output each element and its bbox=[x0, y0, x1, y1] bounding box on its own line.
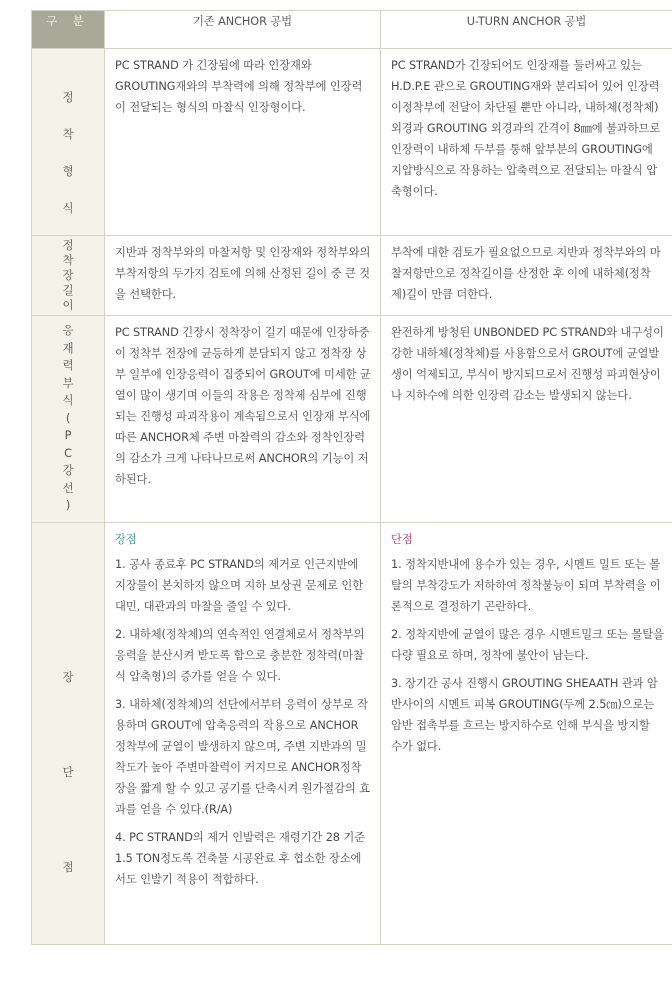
list-item: 2. 정착지반에 균열이 많은 경우 시멘트밀크 또는 몰탈을 다량 필요로 하며, 정착에 불안이 남는다. bbox=[391, 628, 664, 662]
label-char: 장 bbox=[62, 671, 74, 684]
row-label-anchorage-type bbox=[32, 49, 105, 236]
row-label-stress-corrosion bbox=[32, 316, 105, 523]
label-char: 이 bbox=[62, 299, 74, 312]
label-char: 력 bbox=[62, 359, 74, 372]
list-item: 2. 내하체(정착체)의 연속적인 연결체로서 정착부의 응력을 분산시켜 받도록 함으로 충분한 정착력(마찰식 압축형)의 증가를 얻을 수 있다. bbox=[115, 628, 365, 683]
row-label-pros-cons bbox=[32, 523, 105, 945]
cell-existing: 지반과 정착부와의 마찰저항 및 인장재와 정착부와의 부착저항의 두가지 검토에 의해 산정된 길이 중 큰 것을 선택한다. bbox=[105, 236, 381, 316]
label-char: C bbox=[64, 446, 72, 460]
label-char: 부 bbox=[62, 376, 74, 390]
header-row bbox=[32, 11, 672, 49]
cell-uturn: PC STRAND가 긴장되어도 인장재를 둘러싸고 있는 H.D.P.E 관으로 GROUTING재와 분리되어 있어 인장력이정착부에 전달이 차단될 뿐만 아니라, 내하체(정착체)외경과 GROUTING 외경과의 간격이 8㎜에 불과하므로 인장력이 내하체 두부를 통해 앞부분의 GROUTING에 지압방식으로 작용하는 압축력으로 전달되는 마찰식 압축형이다. bbox=[381, 49, 672, 236]
cell-uturn-disadvantages bbox=[381, 523, 672, 945]
label-char: 단 bbox=[62, 766, 74, 779]
table-row bbox=[32, 523, 672, 945]
advantages-heading: 장점 bbox=[115, 533, 137, 546]
label-char: 점 bbox=[62, 861, 74, 874]
list-item: 1. 정착지반내에 용수가 있는 경우, 시멘트 밀트 또는 몰탈의 부착강도가 저하하여 정착불능이 되며 부착력을 이론적으로 결정하기 곤란하다. bbox=[391, 558, 661, 613]
label-char: 착 bbox=[62, 128, 74, 141]
label-char: 식 bbox=[62, 202, 74, 215]
header-uturn-method: U-TURN ANCHOR 공법 bbox=[381, 11, 672, 49]
label-char: 선 bbox=[62, 481, 74, 495]
label-char: 정 bbox=[62, 91, 74, 104]
cell-existing: PC STRAND 가 긴장됨에 따라 인장재와 GROUTING재와의 부착력에 의해 정착부에 인장력이 전달되는 형식의 마찰식 인장형이다. bbox=[105, 49, 381, 236]
comparison-table bbox=[31, 10, 672, 945]
label-char: P bbox=[64, 429, 72, 442]
label-char: 형 bbox=[62, 165, 74, 178]
cell-existing-advantages bbox=[105, 523, 381, 945]
label-char: ) bbox=[65, 499, 71, 512]
label-char: 착 bbox=[62, 254, 74, 267]
row-label-anchorage-length bbox=[32, 236, 105, 316]
cell-uturn: 부착에 대한 검토가 필요없으므로 지반과 정착부와의 마찰저항만으로 정착길이를 산정한 후 이에 내하체(정착제)길이 만큼 더한다. bbox=[381, 236, 672, 316]
label-char: 정 bbox=[62, 239, 74, 252]
list-item: 3. 장기간 공사 진행시 GROUTING SHEAATH 관과 암반사이의 시멘트 피복 GROUTING(두께 2.5㎝)으로는 암반 접촉부를 흐르는 방지하수로 인해 부식을 방지할 수가 없다. bbox=[391, 677, 658, 753]
cell-uturn: 완전하게 방청된 UNBONDED PC STRAND와 내구성이 강한 내하체(정착체)를 사용함으로서 GROUT에 균열발생이 억제되고, 부식이 방지되므로서 진행성 파괴현상이나 지하수에 의한 인장력 감소는 발생되지 않는다. bbox=[381, 316, 672, 523]
list-item: 3. 내하체(정착체)의 선단에서부터 응력이 상부로 작용하며 GROUT에 압축응력의 작용으로 ANCHOR 정착부에 균열이 발생하지 않으며, 주변 지반과의 밀착도가 높아 주변마찰력이 커지므로 ANCHOR정착장을 짧게 할 수 있고 공기를 단축시켜 원가절감의 효과를 얻을 수 있다.(R/A) bbox=[115, 698, 370, 816]
list-item: 1. 공사 종료후 PC STRAND의 제거로 인근지반에 지장물이 본치하지 않으며 지하 보상권 문제로 인한 대민, 대관과의 마찰을 줄일 수 있다. bbox=[115, 558, 364, 613]
disadvantages-heading: 단점 bbox=[391, 533, 413, 546]
label-char: ( bbox=[65, 411, 71, 425]
header-existing-method: 기존 ANCHOR 공법 bbox=[105, 11, 381, 49]
table-row bbox=[32, 316, 672, 523]
label-char: 재 bbox=[62, 341, 74, 355]
list-item: 4. PC STRAND의 제거 인발력은 재령기간 28 기준 1.5 TON정도록 건축물 시공완료 후 협소한 장소에서도 인발기 적용이 적합하다. bbox=[115, 831, 365, 886]
label-char: 강 bbox=[62, 464, 74, 477]
label-char: 길 bbox=[62, 284, 74, 297]
label-char: 식 bbox=[62, 394, 74, 407]
label-char: 응 bbox=[62, 324, 74, 337]
label-char: 장 bbox=[62, 269, 74, 282]
cell-existing: PC STRAND 긴장시 정착장이 길기 때문에 인장하중이 정착부 전장에 균등하게 분담되지 않고 정착장 상부 일부에 인장응력이 집중되어 GROUT에 미세한 균열이 많이 생기며 이들의 작용은 정착제 심부에 진행되는 진행성 파괴작용이 계속됨으로서 인장재 부식에 따른 ANCHOR체 주변 마찰력의 감소와 정착인장력의 감소가 크게 나타나므로써 ANCHOR의 기능이 저하된다. bbox=[105, 316, 381, 523]
header-category: 구 분 bbox=[32, 11, 105, 49]
table-row bbox=[32, 49, 672, 236]
table-row bbox=[32, 236, 672, 316]
